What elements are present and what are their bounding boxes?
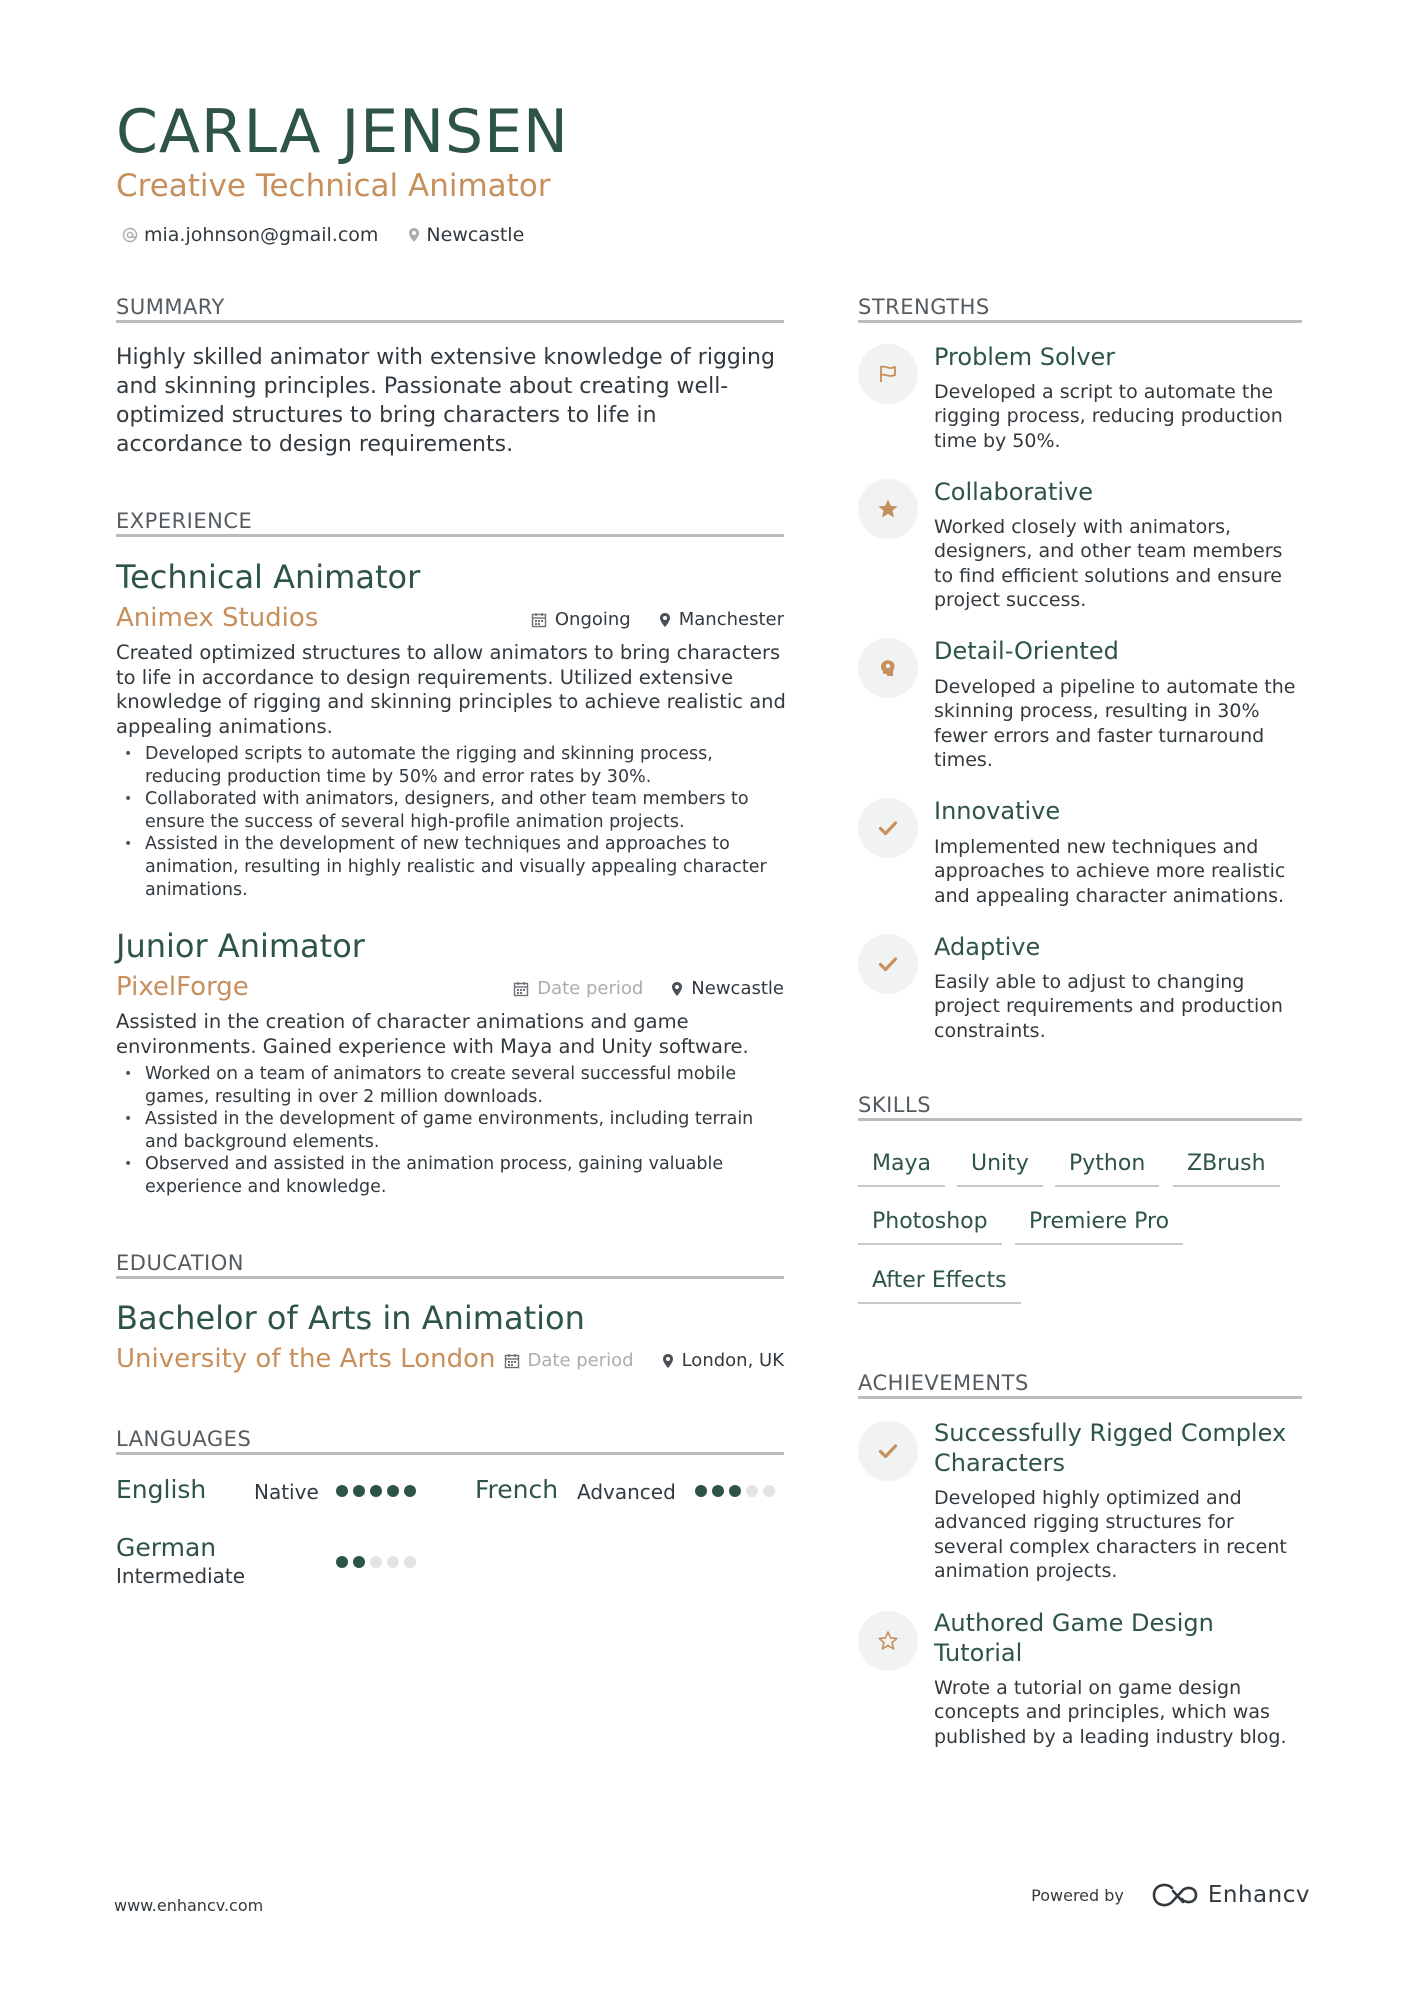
summary-text: Highly skilled animator with extensive knowledge of rigging and skinning principles. Passionate about creating well-optimized structures to bring characters to life in accordance to design requirements.: [116, 345, 775, 457]
strength-icon-badge: [858, 798, 918, 858]
strength-title: Detail-Oriented: [934, 637, 1119, 665]
skill-tag: Photoshop: [858, 1207, 1002, 1245]
strength-description: Easily able to adjust to changing project requirements and production constraints.: [934, 971, 1283, 1042]
language-level: Native: [254, 1480, 319, 1504]
star-icon: [876, 497, 900, 521]
job-role: Junior Animator: [116, 927, 365, 965]
check-icon: [876, 1439, 900, 1463]
achievement-description: Wrote a tutorial on game design concepts and principles, which was published by a leading industry blog.: [934, 1677, 1287, 1748]
location-pin-icon: [671, 981, 683, 997]
education-divider: [116, 1276, 784, 1279]
location-pin-icon: [408, 227, 420, 243]
language-level: Intermediate: [116, 1564, 246, 1588]
proficiency-dot-filled: [712, 1485, 724, 1497]
job-bullets: [116, 1063, 788, 1199]
check-icon: [876, 952, 900, 976]
at-icon: [122, 227, 138, 243]
job-meta: [503, 609, 784, 630]
proficiency-dot-empty: [746, 1485, 758, 1497]
job-bullet: • Developed scripts to automate the rigging and skinning process, reducing production time by 50% and error rates by 30%.: [116, 743, 788, 788]
proficiency-dot-empty: [404, 1556, 416, 1568]
achievement-icon-badge: [858, 1611, 918, 1671]
proficiency-dot-filled: [353, 1485, 365, 1497]
job-bullet: • Worked on a team of animators to create several successful mobile games, resulting in over 2 million downloads.: [116, 1063, 788, 1108]
location-contact: [408, 224, 524, 246]
proficiency-dot-empty: [370, 1556, 382, 1568]
skill-tag: Python: [1055, 1149, 1159, 1187]
job-date: Ongoing: [531, 609, 631, 630]
achievement-description: Developed highly optimized and advanced rigging structures for several complex characters in recent animation projects.: [934, 1487, 1287, 1582]
skill-tag: After Effects: [858, 1266, 1021, 1304]
strength-title: Problem Solver: [934, 343, 1116, 371]
strength-icon-badge: [858, 638, 918, 698]
email-text: mia.johnson@gmail.com: [144, 224, 379, 246]
skill-tag: Premiere Pro: [1015, 1207, 1183, 1245]
proficiency-dot-filled: [695, 1485, 707, 1497]
language-name: German: [116, 1533, 217, 1562]
location-pin-icon: [662, 1353, 674, 1369]
language-proficiency-dots: [336, 1485, 421, 1497]
strength-title: Collaborative: [934, 478, 1094, 506]
strengths-heading: STRENGTHS: [858, 295, 990, 319]
strength-description: Developed a pipeline to automate the skinning process, resulting in 30% fewer errors and faster turnaround times.: [934, 676, 1296, 771]
powered-by-label: Powered by: [1031, 1885, 1124, 1905]
job-bullet: • Assisted in the development of game environments, including terrain and background elements.: [116, 1108, 788, 1153]
job-bullet: • Collaborated with animators, designers, and other team members to ensure the success of several high-profile animation projects.: [116, 788, 788, 833]
calendar-icon: [513, 981, 529, 997]
job-company: Animex Studios: [116, 603, 319, 633]
job-role: Technical Animator: [116, 558, 421, 596]
job-location: Newcastle: [671, 978, 784, 999]
candidate-title: Creative Technical Animator: [116, 168, 551, 204]
location-text: Newcastle: [426, 224, 525, 246]
summary-divider: [116, 320, 784, 323]
skills-divider: [858, 1118, 1302, 1121]
strength-title: Adaptive: [934, 933, 1041, 961]
proficiency-dot-filled: [353, 1556, 365, 1568]
strength-description: Implemented new techniques and approaches to achieve more realistic and appealing character animations.: [934, 836, 1286, 907]
candidate-name: CARLA JENSEN: [116, 97, 569, 167]
proficiency-dot-empty: [763, 1485, 775, 1497]
summary-heading: SUMMARY: [116, 295, 225, 319]
strength-description: Worked closely with animators, designers, and other team members to find efficient solutions and ensure project success.: [934, 516, 1283, 611]
education-meta: [476, 1350, 785, 1371]
brain-icon: [876, 656, 900, 680]
flag-icon: [876, 362, 900, 386]
job-date: Date period: [513, 978, 643, 999]
languages-divider: [116, 1452, 784, 1455]
proficiency-dot-filled: [404, 1485, 416, 1497]
education-heading: EDUCATION: [116, 1251, 244, 1275]
language-proficiency-dots: [336, 1556, 421, 1568]
job-description: Assisted in the creation of character animations and game environments. Gained experience with Maya and Unity software.: [116, 1010, 749, 1058]
languages-heading: LANGUAGES: [116, 1427, 252, 1451]
language-level: Advanced: [577, 1480, 676, 1504]
powered-by[interactable]: [1031, 1882, 1310, 1908]
skill-tag: ZBrush: [1173, 1149, 1280, 1187]
email-contact[interactable]: [122, 224, 378, 246]
achievements-divider: [858, 1396, 1302, 1399]
proficiency-dot-filled: [370, 1485, 382, 1497]
strength-icon-badge: [858, 934, 918, 994]
enhancv-logo-icon: [1152, 1883, 1200, 1907]
calendar-icon: [504, 1353, 520, 1369]
education-date: Date period: [504, 1350, 634, 1371]
check-icon: [876, 816, 900, 840]
job-company: PixelForge: [116, 972, 249, 1002]
education-location: London, UK: [662, 1350, 784, 1371]
contact-bar: [122, 224, 554, 246]
website-link[interactable]: www.enhancv.com: [114, 1896, 264, 1915]
achievement-icon-badge: [858, 1421, 918, 1481]
language-name: English: [116, 1475, 207, 1504]
strength-icon-badge: [858, 344, 918, 404]
language-name: French: [475, 1475, 559, 1504]
job-bullet: • Observed and assisted in the animation process, gaining valuable experience and knowledge.: [116, 1153, 788, 1198]
language-proficiency-dots: [695, 1485, 780, 1497]
job-bullets: [116, 743, 788, 901]
proficiency-dot-filled: [729, 1485, 741, 1497]
brand-name: Enhancv: [1207, 1882, 1310, 1908]
experience-divider: [116, 534, 784, 537]
job-meta: [485, 978, 784, 999]
proficiency-dot-filled: [336, 1485, 348, 1497]
job-bullet: • Assisted in the development of new techniques and approaches to animation, resulting in highly realistic and visually appealing character animations.: [116, 833, 788, 901]
skill-tag: Maya: [858, 1149, 945, 1187]
calendar-icon: [531, 612, 547, 628]
experience-heading: EXPERIENCE: [116, 509, 253, 533]
strength-description: Developed a script to automate the rigging process, reducing production time by 50%.: [934, 381, 1283, 452]
achievements-heading: ACHIEVEMENTS: [858, 1371, 1029, 1395]
star-outline-icon: [876, 1629, 900, 1653]
education-degree: Bachelor of Arts in Animation: [116, 1299, 585, 1337]
achievement-title: Successfully Rigged Complex Characters: [934, 1419, 1287, 1477]
strength-icon-badge: [858, 479, 918, 539]
job-location: Manchester: [659, 609, 784, 630]
strength-title: Innovative: [934, 797, 1061, 825]
job-description: Created optimized structures to allow animators to bring characters to life in accordance to design requirements. Utilized extensive knowledge of rigging and skinning principles to achieve realistic and appealing animations.: [116, 641, 786, 738]
proficiency-dot-filled: [336, 1556, 348, 1568]
location-pin-icon: [659, 612, 671, 628]
education-school: University of the Arts London: [116, 1344, 496, 1374]
proficiency-dot-filled: [387, 1485, 399, 1497]
achievement-title: Authored Game Design Tutorial: [934, 1609, 1214, 1667]
skill-tag: Unity: [957, 1149, 1043, 1187]
skills-heading: SKILLS: [858, 1093, 932, 1117]
strengths-divider: [858, 320, 1302, 323]
proficiency-dot-empty: [387, 1556, 399, 1568]
